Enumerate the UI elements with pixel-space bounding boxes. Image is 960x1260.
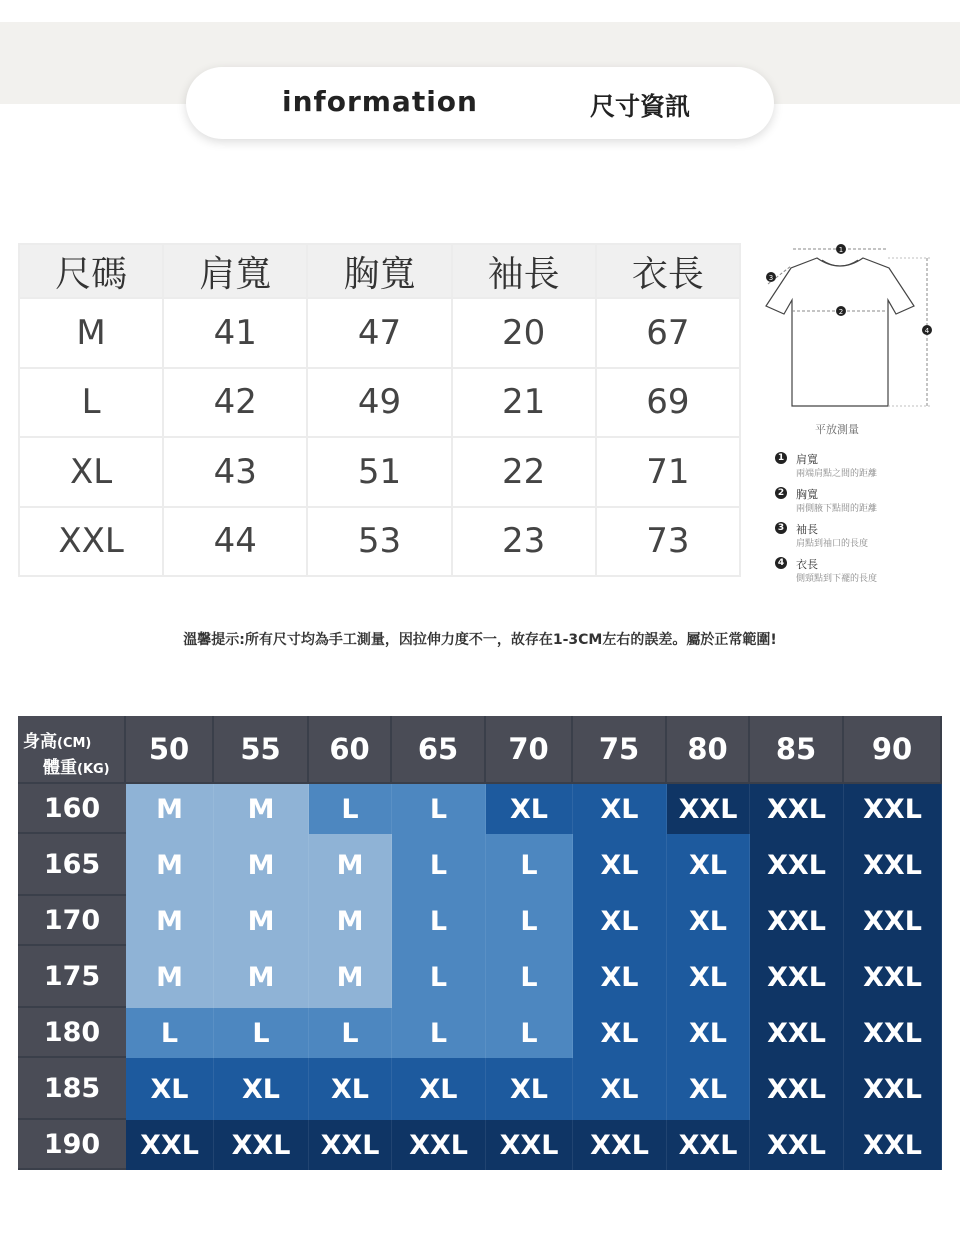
table-cell: M [19, 298, 163, 368]
size-cell: XL [573, 946, 667, 1008]
table-cell: 73 [596, 507, 740, 577]
size-table [18, 243, 741, 577]
size-cell: L [392, 784, 486, 834]
weight-label: 體重 [43, 758, 77, 778]
legend-title: 胸寬 [796, 488, 818, 501]
table-cell: 43 [163, 437, 307, 507]
table-cell: 49 [307, 368, 451, 438]
height-header: 190 [18, 1120, 126, 1170]
size-cell: XL [309, 1058, 392, 1120]
size-cell: L [486, 896, 573, 946]
legend-desc: 兩側腋下點間的距離 [796, 504, 878, 514]
column-header: 尺碼 [19, 244, 163, 298]
weight-header: 70 [486, 716, 573, 784]
size-cell: L [486, 1008, 573, 1058]
size-cell: XXL [392, 1120, 486, 1170]
table-row [19, 368, 740, 438]
table-cell: XXL [19, 507, 163, 577]
size-cell: XXL [844, 1058, 942, 1120]
size-cell: XXL [126, 1120, 214, 1170]
height-header: 180 [18, 1008, 126, 1058]
size-cell: XL [667, 1008, 750, 1058]
size-cell: XL [667, 896, 750, 946]
table-cell: 69 [596, 368, 740, 438]
size-cell: L [214, 1008, 309, 1058]
table-row [19, 507, 740, 577]
size-cell: L [309, 784, 392, 834]
size-cell: XXL [844, 946, 942, 1008]
size-cell: L [392, 946, 486, 1008]
svg-text:3: 3 [768, 274, 774, 282]
table-cell: 44 [163, 507, 307, 577]
size-cell: M [309, 834, 392, 896]
legend-desc: 肩點到袖口的長度 [796, 539, 869, 549]
legend-number: 1 [775, 452, 787, 464]
size-cell: XXL [750, 784, 844, 834]
legend-title: 衣長 [796, 558, 818, 571]
size-cell: M [126, 896, 214, 946]
measurement-note: 溫馨提示:所有尺寸均為手工測量，因拉伸力度不一，故存在1-3CM左右的誤差。屬於正常範圍! [183, 632, 777, 648]
legend-desc: 側頸點到下襬的長度 [796, 574, 878, 584]
column-header: 肩寬 [163, 244, 307, 298]
svg-text:4: 4 [924, 327, 930, 335]
weight-unit: (KG) [77, 762, 110, 777]
table-cell: 67 [596, 298, 740, 368]
height-unit: (CM) [57, 736, 92, 751]
table-cell: 53 [307, 507, 451, 577]
size-cell: M [309, 896, 392, 946]
height-header: 165 [18, 834, 126, 896]
size-cell: XXL [844, 1008, 942, 1058]
legend-title: 袖長 [796, 523, 818, 536]
size-cell: L [392, 1008, 486, 1058]
column-header: 胸寬 [307, 244, 451, 298]
legend-item [775, 452, 955, 487]
height-header: 170 [18, 896, 126, 946]
weight-header: 75 [573, 716, 667, 784]
table-cell: 42 [163, 368, 307, 438]
legend-number: 4 [775, 557, 787, 569]
size-cell: XXL [667, 784, 750, 834]
weight-header: 65 [392, 716, 486, 784]
table-cell: 71 [596, 437, 740, 507]
weight-header: 85 [750, 716, 844, 784]
size-cell: XXL [844, 784, 942, 834]
legend-number: 3 [775, 522, 787, 534]
marker-1 [836, 244, 846, 254]
size-recommendation-grid [18, 716, 942, 1170]
weight-header: 55 [214, 716, 309, 784]
size-cell: M [214, 784, 309, 834]
svg-text:1: 1 [838, 246, 844, 254]
size-cell: XL [667, 1058, 750, 1120]
size-cell: XL [126, 1058, 214, 1120]
weight-header: 60 [309, 716, 392, 784]
height-header: 160 [18, 784, 126, 834]
size-cell: XXL [844, 1120, 942, 1170]
size-cell: XXL [844, 834, 942, 896]
legend-item [775, 557, 955, 592]
size-cell: M [126, 946, 214, 1008]
size-cell: XXL [844, 896, 942, 946]
grid-corner-header [18, 716, 126, 784]
legend-item [775, 522, 955, 557]
size-cell: L [392, 896, 486, 946]
table-cell: XL [19, 437, 163, 507]
table-cell: L [19, 368, 163, 438]
legend-title: 肩寬 [796, 453, 818, 466]
table-cell: 22 [452, 437, 596, 507]
size-cell: XXL [750, 1120, 844, 1170]
table-cell: 41 [163, 298, 307, 368]
size-cell: XL [486, 784, 573, 834]
table-cell: 21 [452, 368, 596, 438]
size-cell: XL [573, 896, 667, 946]
size-cell: XL [573, 1008, 667, 1058]
size-cell: L [309, 1008, 392, 1058]
height-header: 175 [18, 946, 126, 1008]
weight-header: 90 [844, 716, 942, 784]
size-cell: XXL [667, 1120, 750, 1170]
size-cell: XL [486, 1058, 573, 1120]
size-cell: L [392, 834, 486, 896]
size-cell: XXL [309, 1120, 392, 1170]
size-cell: XXL [750, 946, 844, 1008]
size-cell: XL [214, 1058, 309, 1120]
size-cell: XL [667, 834, 750, 896]
svg-text:2: 2 [838, 308, 844, 316]
size-cell: L [126, 1008, 214, 1058]
size-cell: XXL [750, 1058, 844, 1120]
table-cell: 47 [307, 298, 451, 368]
title-en: information [282, 85, 478, 118]
table-cell: 23 [452, 507, 596, 577]
table-row [19, 298, 740, 368]
marker-4 [922, 325, 932, 335]
size-cell: XXL [750, 896, 844, 946]
size-cell: XL [667, 946, 750, 1008]
measurement-legend [775, 452, 955, 592]
title-zh: 尺寸資訊 [590, 92, 691, 121]
size-cell: M [214, 896, 309, 946]
diagram-caption: 平放測量 [815, 423, 859, 436]
size-cell: XXL [486, 1120, 573, 1170]
size-cell: L [486, 834, 573, 896]
size-cell: XXL [750, 1008, 844, 1058]
size-cell: XL [573, 784, 667, 834]
size-cell: XL [573, 834, 667, 896]
table-cell: 51 [307, 437, 451, 507]
size-cell: M [126, 834, 214, 896]
size-cell: XL [573, 1058, 667, 1120]
tshirt-diagram [754, 236, 944, 426]
legend-item [775, 487, 955, 522]
legend-number: 2 [775, 487, 787, 499]
weight-header: 80 [667, 716, 750, 784]
marker-3 [766, 272, 776, 282]
marker-2 [836, 306, 846, 316]
weight-header: 50 [126, 716, 214, 784]
size-cell: XXL [750, 834, 844, 896]
size-table-header [19, 244, 740, 298]
size-cell: M [214, 946, 309, 1008]
column-header: 衣長 [596, 244, 740, 298]
size-cell: L [486, 946, 573, 1008]
height-label: 身高 [23, 732, 57, 752]
column-header: 袖長 [452, 244, 596, 298]
table-cell: 20 [452, 298, 596, 368]
table-row [19, 437, 740, 507]
size-cell: XXL [214, 1120, 309, 1170]
size-cell: M [126, 784, 214, 834]
size-cell: M [214, 834, 309, 896]
size-cell: XL [392, 1058, 486, 1120]
tshirt-icon [766, 258, 914, 406]
size-cell: M [309, 946, 392, 1008]
size-cell: XXL [573, 1120, 667, 1170]
legend-desc: 兩端肩點之間的距離 [796, 469, 878, 479]
height-header: 185 [18, 1058, 126, 1120]
